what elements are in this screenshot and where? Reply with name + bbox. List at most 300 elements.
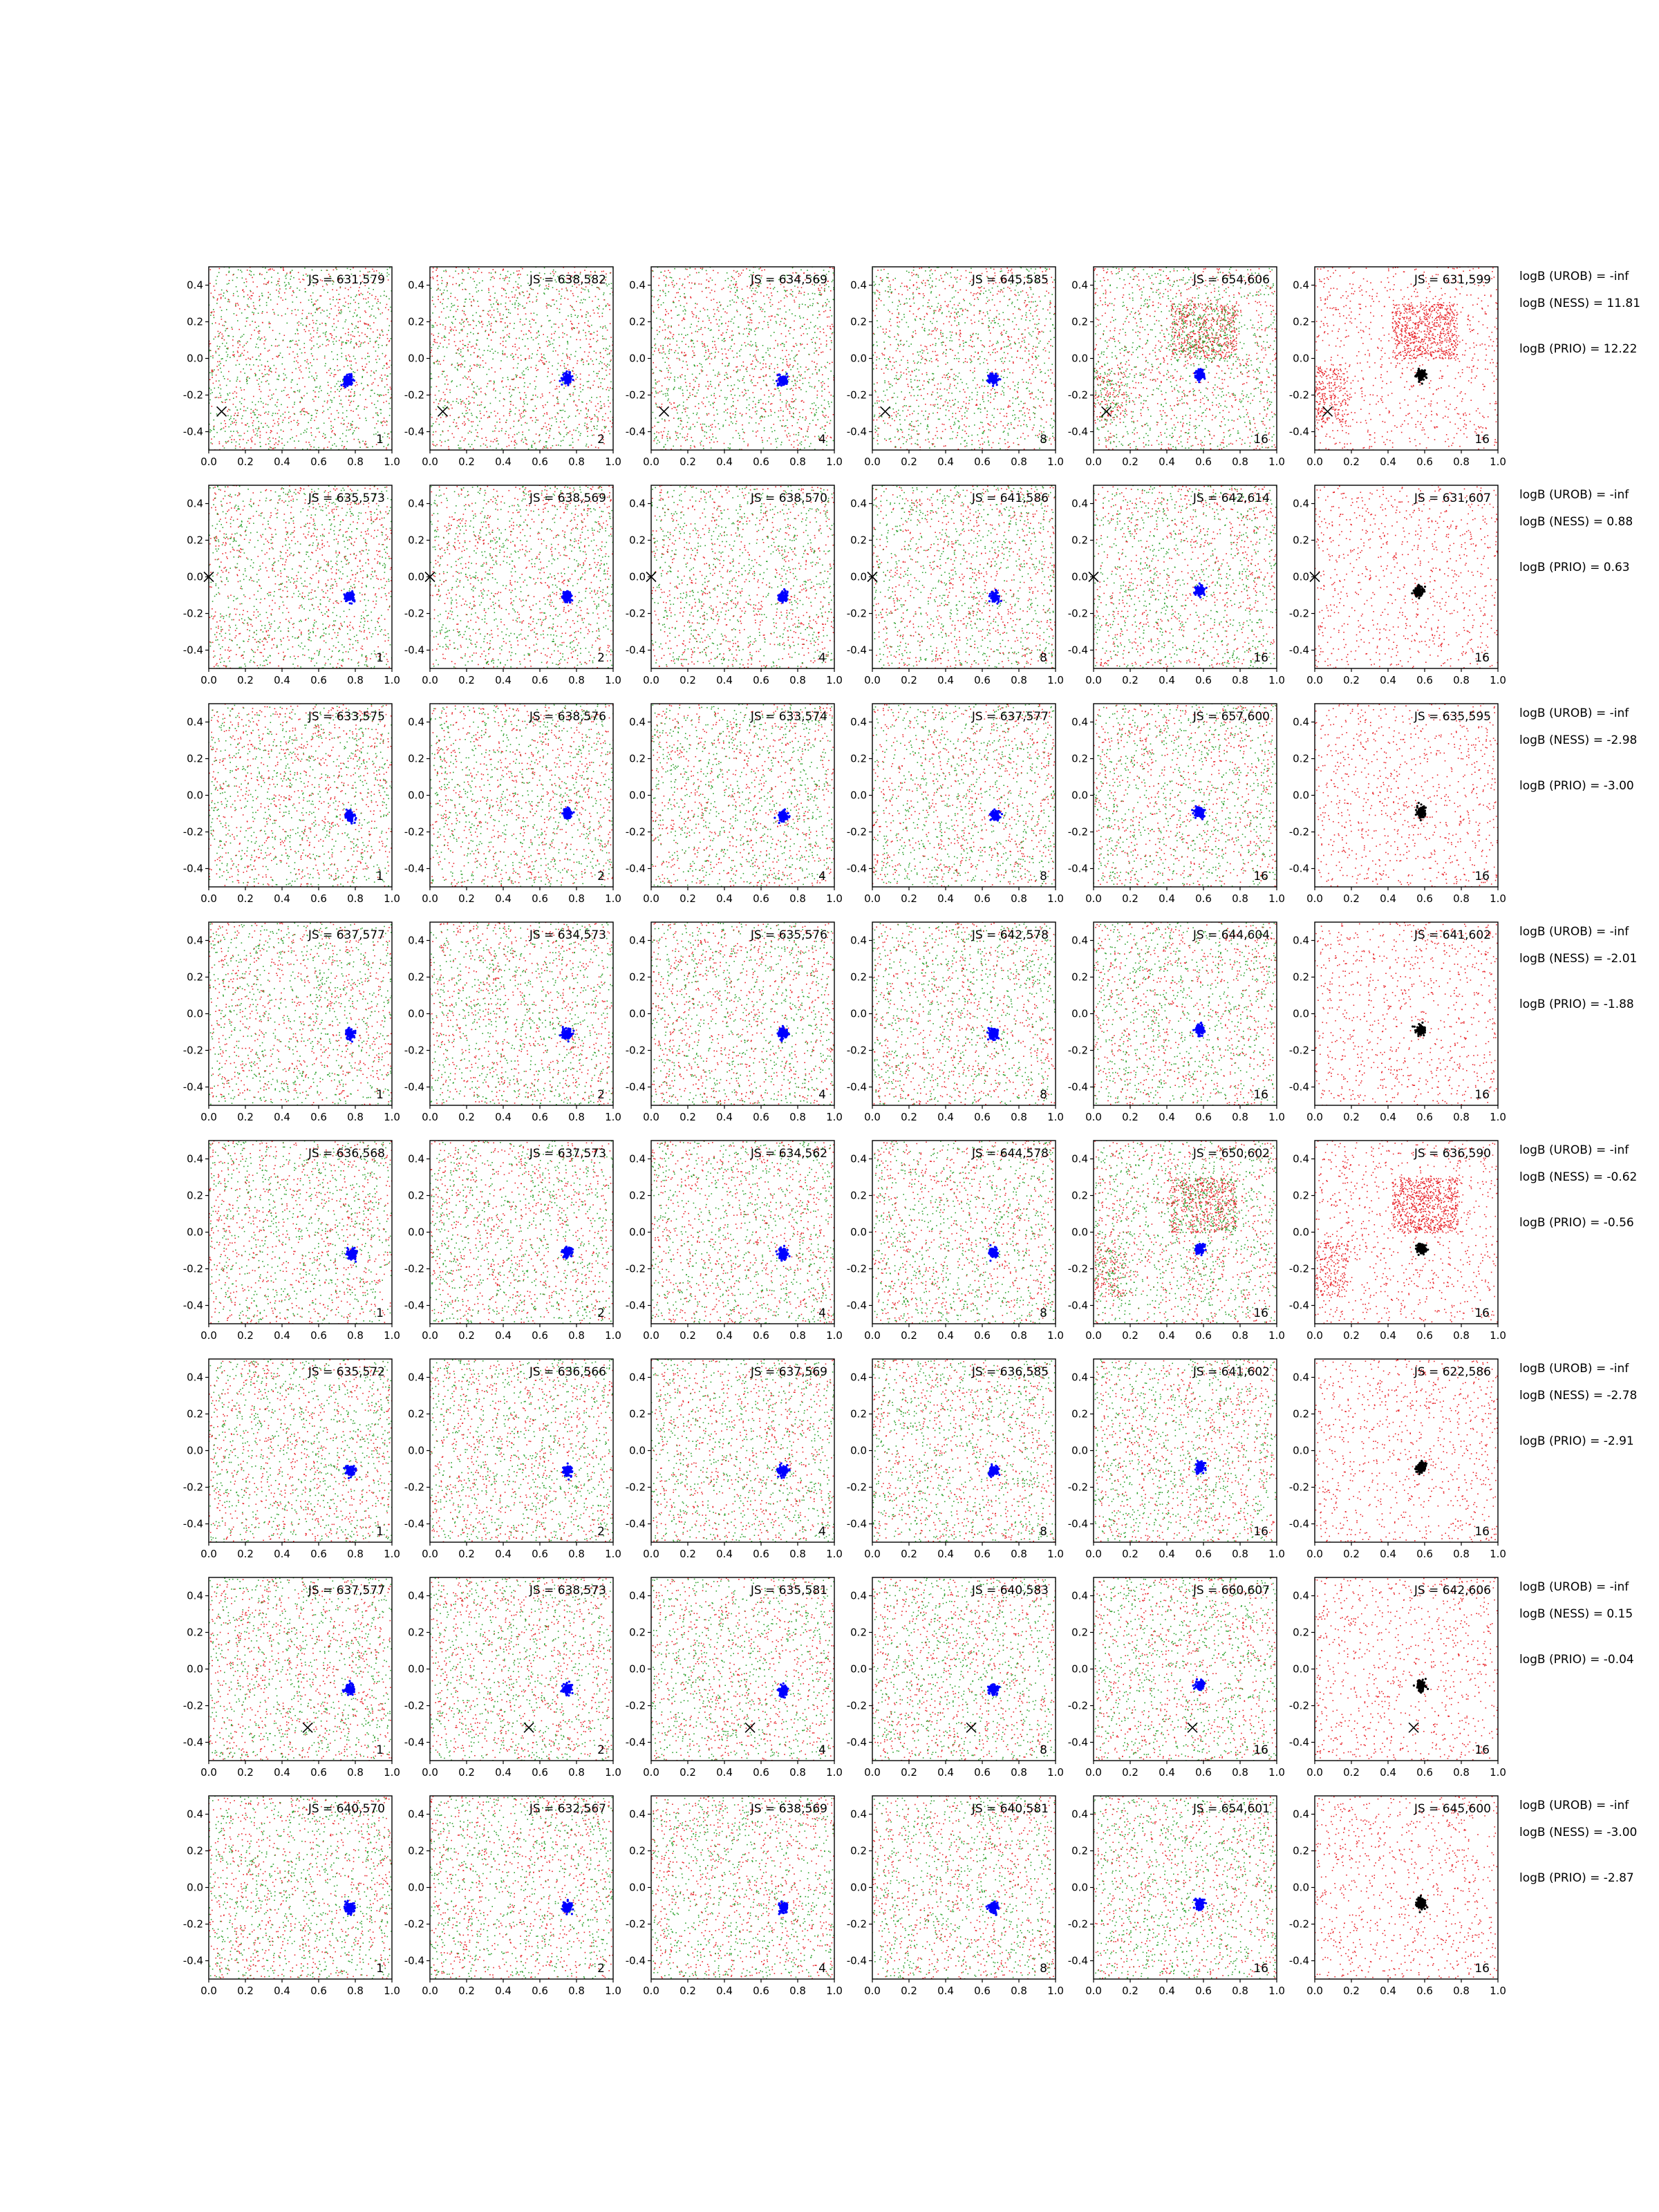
data-point xyxy=(606,339,607,340)
data-point xyxy=(199,451,200,453)
data-point xyxy=(364,409,365,410)
data-point xyxy=(394,368,395,369)
data-point xyxy=(465,424,466,425)
data-point xyxy=(698,384,700,386)
data-point xyxy=(259,437,261,438)
data-point xyxy=(405,418,406,420)
data-point xyxy=(353,371,354,373)
data-point xyxy=(276,433,278,434)
data-point xyxy=(547,429,548,431)
data-point xyxy=(541,258,543,259)
data-point xyxy=(283,420,284,421)
data-point xyxy=(589,417,590,418)
data-point xyxy=(359,442,361,444)
data-point xyxy=(494,382,495,384)
data-point xyxy=(317,328,319,329)
data-point xyxy=(815,326,816,327)
data-point xyxy=(447,285,448,286)
data-point xyxy=(751,296,753,297)
data-point xyxy=(752,260,753,261)
data-point xyxy=(818,288,819,290)
data-point xyxy=(709,287,710,288)
data-point xyxy=(570,263,571,265)
data-point xyxy=(545,447,547,449)
data-point xyxy=(615,326,616,327)
data-point xyxy=(831,263,832,265)
data-point xyxy=(492,359,494,360)
data-point xyxy=(437,280,438,281)
data-point xyxy=(363,299,364,300)
data-point xyxy=(369,338,371,339)
data-point xyxy=(615,332,617,333)
data-point xyxy=(362,294,364,295)
data-point xyxy=(435,270,437,271)
data-point xyxy=(432,355,433,357)
data-point xyxy=(547,260,548,261)
data-point xyxy=(495,391,496,392)
data-point xyxy=(623,388,624,389)
data-point xyxy=(352,331,353,332)
data-point xyxy=(803,259,805,261)
data-point xyxy=(431,263,433,265)
data-point xyxy=(360,259,362,260)
data-point xyxy=(399,378,400,379)
data-point xyxy=(306,393,308,394)
data-point xyxy=(508,336,509,337)
data-point xyxy=(471,413,472,414)
data-point xyxy=(559,433,561,434)
data-point xyxy=(261,423,262,424)
data-point xyxy=(259,359,261,361)
data-point xyxy=(487,374,488,375)
data-point xyxy=(474,364,475,366)
data-point xyxy=(466,398,467,400)
data-point xyxy=(356,382,357,383)
data-point xyxy=(546,341,547,342)
data-point xyxy=(615,307,616,308)
data-point xyxy=(463,440,465,442)
data-point xyxy=(787,409,789,410)
data-point xyxy=(357,453,359,455)
data-point xyxy=(714,402,715,403)
data-point xyxy=(776,323,778,324)
data-point xyxy=(522,439,523,440)
data-point xyxy=(572,442,574,443)
data-point xyxy=(753,385,755,386)
data-point xyxy=(730,291,731,292)
data-point xyxy=(815,342,816,344)
data-point xyxy=(451,404,452,406)
data-point xyxy=(841,343,843,344)
data-point xyxy=(536,337,537,339)
data-point xyxy=(525,313,527,315)
data-point xyxy=(237,432,238,433)
data-point xyxy=(216,283,217,285)
data-point xyxy=(255,346,256,348)
data-point xyxy=(559,309,561,310)
data-point xyxy=(467,418,469,420)
data-point xyxy=(501,451,503,453)
data-point xyxy=(479,283,480,284)
data-point xyxy=(229,419,230,420)
data-point xyxy=(207,281,208,283)
data-point xyxy=(260,398,261,400)
data-point xyxy=(503,387,504,388)
data-point xyxy=(386,368,388,369)
data-point xyxy=(272,458,273,460)
data-point xyxy=(756,328,758,329)
data-point xyxy=(295,368,297,370)
data-point xyxy=(825,417,826,418)
data-point xyxy=(442,280,443,281)
data-point xyxy=(735,264,736,265)
data-point xyxy=(261,458,262,459)
data-point xyxy=(371,294,373,296)
data-point xyxy=(509,281,510,282)
data-point xyxy=(807,333,808,335)
data-point xyxy=(618,294,619,296)
data-point xyxy=(325,332,326,334)
data-point xyxy=(548,424,550,425)
data-point xyxy=(319,265,321,267)
data-point xyxy=(738,369,739,371)
data-point xyxy=(333,270,335,271)
cluster-point xyxy=(565,373,567,375)
data-point xyxy=(688,346,689,348)
data-point xyxy=(336,315,337,317)
data-point xyxy=(547,337,548,338)
data-point xyxy=(617,364,619,365)
data-point xyxy=(496,301,497,303)
data-point xyxy=(230,431,232,432)
data-point xyxy=(279,285,281,287)
data-point xyxy=(276,402,278,403)
data-point xyxy=(301,323,302,324)
data-point xyxy=(670,276,671,278)
data-point xyxy=(277,444,279,445)
data-point xyxy=(610,387,611,388)
data-point xyxy=(500,318,502,319)
data-point xyxy=(489,272,490,274)
data-point xyxy=(580,347,581,348)
data-point xyxy=(380,296,382,297)
data-point xyxy=(722,353,723,355)
data-point xyxy=(375,317,377,319)
data-point xyxy=(447,456,448,458)
data-point xyxy=(561,410,562,411)
data-point xyxy=(214,388,216,389)
data-point xyxy=(388,274,390,275)
data-point xyxy=(220,368,221,369)
data-point xyxy=(244,345,245,346)
data-point xyxy=(218,364,220,366)
data-point xyxy=(602,312,603,314)
data-point xyxy=(482,360,484,362)
data-point xyxy=(198,408,200,409)
data-point xyxy=(321,263,322,264)
data-point xyxy=(513,359,514,360)
data-point xyxy=(299,367,300,368)
data-point xyxy=(391,338,392,339)
data-point xyxy=(490,304,491,306)
data-point xyxy=(330,391,332,393)
data-point xyxy=(527,423,528,424)
data-point xyxy=(510,312,512,314)
data-point xyxy=(520,321,521,323)
data-point xyxy=(326,325,327,326)
data-point xyxy=(516,433,518,435)
data-point xyxy=(234,313,235,315)
data-point xyxy=(718,385,720,386)
data-point xyxy=(622,258,624,259)
data-point xyxy=(648,449,649,451)
data-point xyxy=(214,339,215,340)
data-point xyxy=(285,285,286,287)
data-point xyxy=(350,341,352,342)
data-point xyxy=(268,297,269,299)
data-point xyxy=(217,362,218,363)
data-point xyxy=(316,378,317,379)
data-point xyxy=(573,393,574,394)
data-point xyxy=(695,396,697,397)
data-point xyxy=(341,452,342,453)
data-point xyxy=(319,391,320,393)
cluster-point xyxy=(570,377,572,379)
data-point xyxy=(355,302,356,303)
data-point xyxy=(403,280,404,281)
data-point xyxy=(498,431,500,432)
data-point xyxy=(194,418,196,420)
data-point xyxy=(501,430,503,431)
data-point xyxy=(769,355,771,357)
data-point xyxy=(478,365,480,366)
data-point xyxy=(212,373,213,374)
data-point xyxy=(510,396,512,397)
data-point xyxy=(597,264,599,265)
data-point xyxy=(625,411,626,413)
data-point xyxy=(379,335,381,336)
data-point xyxy=(825,302,826,303)
data-point xyxy=(500,313,501,315)
data-point xyxy=(335,391,336,393)
data-point xyxy=(213,309,214,310)
data-point xyxy=(431,386,432,388)
data-point xyxy=(791,313,793,315)
data-point xyxy=(256,433,258,435)
data-point xyxy=(216,366,218,367)
data-point xyxy=(386,362,388,364)
data-point xyxy=(209,429,211,431)
data-point xyxy=(342,413,344,414)
data-point xyxy=(481,321,482,322)
data-point xyxy=(760,369,762,371)
data-point xyxy=(769,396,770,397)
data-point xyxy=(671,317,673,319)
data-point xyxy=(324,411,325,412)
data-point xyxy=(264,278,265,279)
data-point xyxy=(546,288,547,289)
data-point xyxy=(236,393,238,394)
data-point xyxy=(317,359,318,360)
data-point xyxy=(747,308,749,309)
data-point xyxy=(399,279,400,280)
data-point xyxy=(336,446,337,447)
data-point xyxy=(346,264,348,265)
data-point xyxy=(832,281,833,283)
cluster-point xyxy=(562,373,564,375)
data-point xyxy=(805,435,807,437)
data-point xyxy=(373,346,375,348)
data-point xyxy=(465,360,466,362)
data-point xyxy=(455,297,456,299)
data-point xyxy=(823,381,824,382)
data-point xyxy=(736,289,738,290)
data-point xyxy=(339,294,340,295)
data-point xyxy=(552,445,554,447)
data-point xyxy=(474,348,476,349)
data-point xyxy=(747,316,748,317)
data-point xyxy=(222,325,223,326)
data-point xyxy=(694,395,695,397)
data-point xyxy=(456,353,457,354)
data-point xyxy=(780,420,781,422)
data-point xyxy=(576,263,577,264)
data-point xyxy=(270,294,271,295)
data-point xyxy=(845,355,847,357)
data-point xyxy=(339,307,340,308)
data-point xyxy=(322,412,324,413)
data-point xyxy=(443,371,444,373)
data-point xyxy=(594,414,596,415)
data-point xyxy=(348,289,349,290)
data-point xyxy=(260,435,261,436)
data-point xyxy=(513,272,514,274)
data-point xyxy=(308,377,310,378)
data-point xyxy=(563,337,564,338)
data-point xyxy=(424,312,426,313)
data-point xyxy=(450,327,451,328)
data-point xyxy=(393,328,394,329)
data-point xyxy=(523,371,525,372)
data-point xyxy=(258,326,259,327)
data-point xyxy=(331,402,332,403)
data-point xyxy=(515,413,516,415)
data-point xyxy=(617,332,618,334)
data-point xyxy=(318,337,319,338)
data-point xyxy=(836,369,838,371)
x-tick-label: 0.2 xyxy=(237,456,254,468)
data-point xyxy=(655,403,657,404)
data-point xyxy=(470,324,471,326)
data-point xyxy=(478,290,479,292)
data-point xyxy=(845,303,847,304)
data-point xyxy=(284,379,285,380)
data-point xyxy=(696,451,697,453)
data-point xyxy=(465,406,467,408)
data-point xyxy=(536,297,537,298)
data-point xyxy=(285,276,286,277)
data-point xyxy=(458,447,460,449)
data-point xyxy=(332,299,334,301)
data-point xyxy=(541,360,543,362)
data-point xyxy=(728,287,729,288)
data-point xyxy=(776,314,778,315)
data-point xyxy=(590,419,592,420)
data-point xyxy=(566,368,568,369)
data-point xyxy=(358,303,359,304)
data-point xyxy=(242,277,243,279)
data-point xyxy=(465,438,466,440)
data-point xyxy=(328,260,329,261)
data-point xyxy=(440,364,441,365)
data-point xyxy=(375,296,377,297)
data-point xyxy=(575,404,577,406)
data-point xyxy=(377,355,379,357)
data-point xyxy=(604,406,606,407)
data-point xyxy=(443,454,444,456)
data-point xyxy=(233,404,234,405)
data-point xyxy=(698,418,700,419)
data-point xyxy=(347,365,348,366)
data-point xyxy=(259,296,260,297)
data-point xyxy=(599,363,600,364)
data-point xyxy=(799,316,800,317)
data-point xyxy=(456,345,457,346)
data-point xyxy=(654,426,655,427)
data-point xyxy=(608,400,609,402)
data-point xyxy=(389,360,391,362)
data-point xyxy=(299,391,300,393)
data-point xyxy=(225,298,226,299)
data-point xyxy=(809,423,811,424)
data-point xyxy=(596,373,597,375)
data-point xyxy=(441,293,442,294)
data-point xyxy=(537,337,538,338)
data-point xyxy=(523,375,524,376)
data-point xyxy=(243,289,244,290)
data-point xyxy=(231,415,232,417)
data-point xyxy=(505,346,507,348)
data-point xyxy=(684,352,686,353)
data-point xyxy=(424,442,426,443)
data-point xyxy=(428,377,429,379)
data-point xyxy=(196,413,197,414)
data-point xyxy=(706,270,707,272)
data-point xyxy=(324,447,325,449)
data-point xyxy=(577,317,579,318)
data-point xyxy=(464,311,465,312)
data-point xyxy=(597,416,598,418)
data-point xyxy=(249,364,250,366)
data-point xyxy=(326,261,328,262)
data-point xyxy=(525,308,526,309)
data-point xyxy=(607,330,608,331)
data-point xyxy=(227,356,228,357)
data-point xyxy=(358,415,359,416)
data-point xyxy=(474,397,475,399)
data-point xyxy=(648,326,649,327)
data-point xyxy=(247,408,248,409)
data-point xyxy=(422,447,423,448)
data-point xyxy=(401,335,402,337)
data-point xyxy=(387,319,388,320)
data-point xyxy=(494,425,496,427)
data-point xyxy=(274,312,275,313)
data-point xyxy=(509,386,511,387)
data-point xyxy=(345,288,346,289)
data-point xyxy=(586,413,588,415)
data-point xyxy=(539,434,541,435)
